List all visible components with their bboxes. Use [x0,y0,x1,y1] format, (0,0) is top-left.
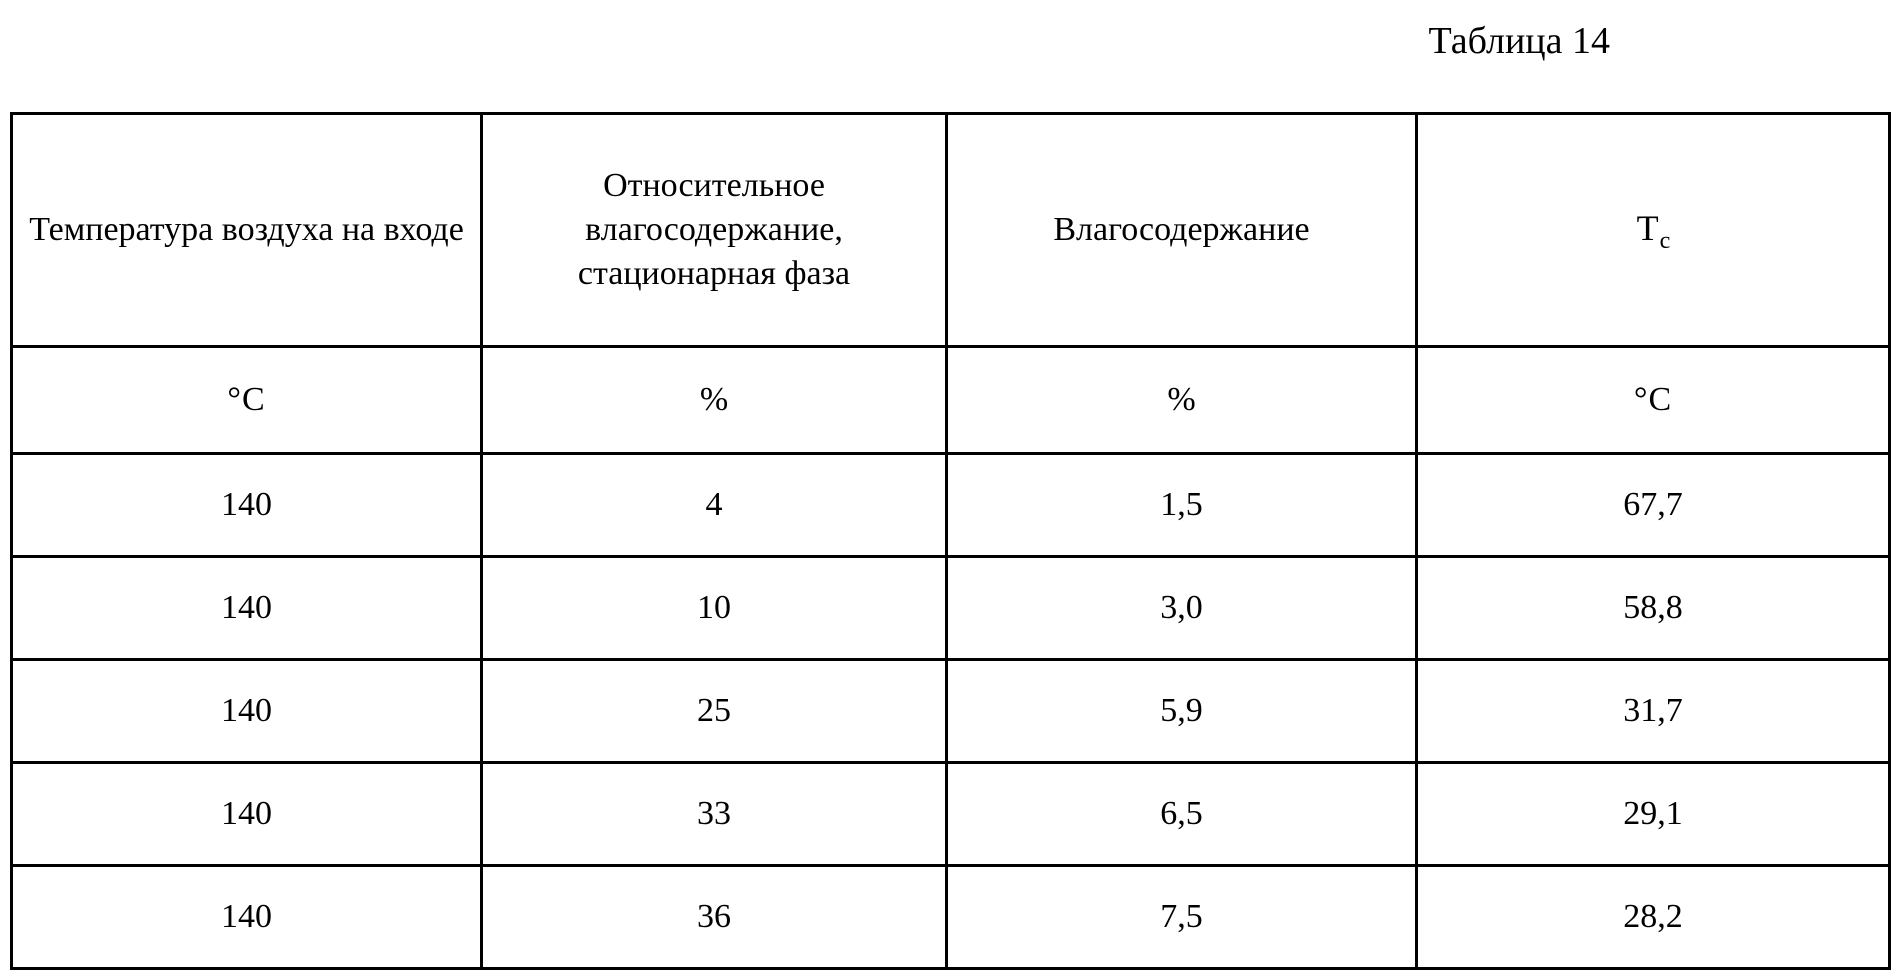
header-label-tc-subscript: с [1659,227,1671,254]
header-label-tc-main: T [1636,207,1659,248]
table-row [12,454,1890,557]
table-row [12,763,1890,866]
cell-value: 67,7 [1417,454,1890,557]
header-cell-moisture-content [947,114,1417,347]
header-label-moisture-content: Влагосодержание [1053,211,1310,248]
header-label-tc [1636,207,1671,254]
cell-value: 10 [482,557,947,660]
table-caption: Таблица 14 [1428,20,1610,62]
unit-cell-2 [482,347,947,454]
cell-value: 31,7 [1417,660,1890,763]
header-label-inlet-air-temperature: Температура воздуха на входе [29,211,464,248]
unit-cell-3 [947,347,1417,454]
cell-value: 140 [12,866,482,969]
table-row [12,557,1890,660]
cell-value: 29,1 [1417,763,1890,866]
unit-label-percent-moisture: % [1167,381,1196,418]
table-units-row [12,347,1890,454]
unit-label-percent-relative: % [699,381,729,418]
table-row [12,660,1890,763]
cell-value: 4 [482,454,947,557]
cell-value: 3,0 [947,557,1417,660]
unit-label-celsius-inlet: °C [227,381,266,418]
unit-cell-4 [1417,347,1890,454]
table-row [12,866,1890,969]
cell-value: 140 [12,454,482,557]
cell-value: 5,9 [947,660,1417,763]
cell-value: 36 [482,866,947,969]
cell-value: 58,8 [1417,557,1890,660]
unit-cell-1 [12,347,482,454]
table-header-row [12,114,1890,347]
unit-label-celsius-tc: °C [1633,381,1673,418]
cell-value: 140 [12,557,482,660]
cell-value: 140 [12,660,482,763]
cell-value: 7,5 [947,866,1417,969]
cell-value: 6,5 [947,763,1417,866]
data-table [10,112,1891,970]
header-label-relative-moisture-content: Относительное влагосодержание, стационарная фаза [577,167,851,292]
cell-value: 25 [482,660,947,763]
cell-value: 28,2 [1417,866,1890,969]
table-container [10,112,1888,970]
header-cell-relative-moisture-content [482,114,947,347]
header-cell-inlet-air-temperature [12,114,482,347]
cell-value: 33 [482,763,947,866]
cell-value: 140 [12,763,482,866]
cell-value: 1,5 [947,454,1417,557]
header-cell-tc [1417,114,1890,347]
